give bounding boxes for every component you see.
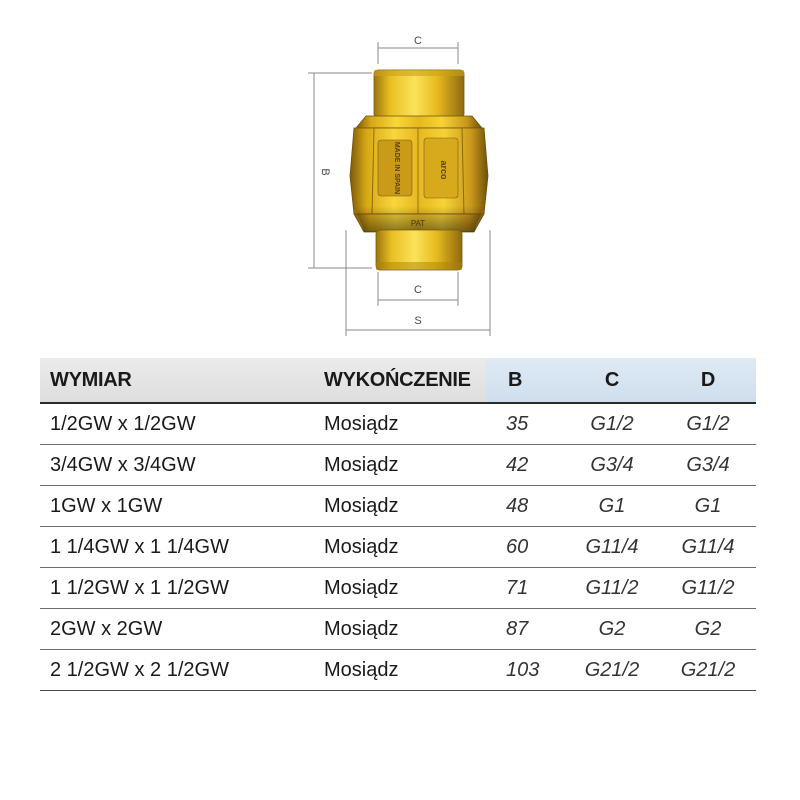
dimension-b-side-label: B (319, 168, 331, 176)
dimension-c-bottom-label: C (414, 284, 422, 296)
cell-d: G1 (660, 486, 756, 527)
arco-brand-marking: arco (439, 160, 449, 180)
cell-wymiar: 1 1/2GW x 1 1/2GW (40, 568, 320, 609)
dimension-s-bottom-label: S (414, 315, 422, 327)
cell-wykonczenie: Mosiądz (320, 650, 486, 691)
table-row (40, 650, 756, 691)
cell-wymiar: 2GW x 2GW (40, 609, 320, 650)
cell-c: G11/4 (564, 527, 660, 568)
cell-d: G2 (660, 609, 756, 650)
cell-wymiar: 1GW x 1GW (40, 486, 320, 527)
table-row (40, 445, 756, 486)
valve-body (350, 70, 488, 270)
table-row (40, 527, 756, 568)
cell-d: G3/4 (660, 445, 756, 486)
header-c: C (564, 358, 660, 403)
cell-wymiar: 1 1/4GW x 1 1/4GW (40, 527, 320, 568)
table-row (40, 609, 756, 650)
cell-wykonczenie: Mosiądz (320, 568, 486, 609)
cell-wymiar: 2 1/2GW x 2 1/2GW (40, 650, 320, 691)
cell-d: G11/4 (660, 527, 756, 568)
cell-c: G1/2 (564, 403, 660, 445)
valve-technical-drawing (290, 28, 530, 340)
header-wykonczenie: WYKOŃCZENIE (320, 358, 486, 403)
cell-c: G2 (564, 609, 660, 650)
table-row (40, 568, 756, 609)
table-row (40, 403, 756, 445)
cell-wykonczenie: Mosiądz (320, 527, 486, 568)
cell-b: 48 (486, 486, 564, 527)
cell-b: 35 (486, 403, 564, 445)
cell-d: G11/2 (660, 568, 756, 609)
cell-c: G1 (564, 486, 660, 527)
cell-wykonczenie: Mosiądz (320, 486, 486, 527)
cell-b: 103 (486, 650, 564, 691)
dimension-c-top-label: C (414, 35, 422, 47)
cell-d: G21/2 (660, 650, 756, 691)
cell-b: 42 (486, 445, 564, 486)
pat-marking: PAT (410, 219, 426, 228)
cell-c: G3/4 (564, 445, 660, 486)
cell-wymiar: 1/2GW x 1/2GW (40, 403, 320, 445)
cell-c: G11/2 (564, 568, 660, 609)
cell-d: G1/2 (660, 403, 756, 445)
made-in-spain-marking: MADE IN SPAIN (393, 141, 400, 195)
cell-wykonczenie: Mosiądz (320, 445, 486, 486)
spec-table (40, 358, 756, 691)
cell-wykonczenie: Mosiądz (320, 403, 486, 445)
table-header-row (40, 358, 756, 403)
table-row (40, 486, 756, 527)
cell-wymiar: 3/4GW x 3/4GW (40, 445, 320, 486)
cell-c: G21/2 (564, 650, 660, 691)
header-d: D (660, 358, 756, 403)
header-wymiar: WYMIAR (40, 358, 320, 403)
cell-b: 87 (486, 609, 564, 650)
cell-b: 60 (486, 527, 564, 568)
header-b: B (486, 358, 564, 403)
cell-b: 71 (486, 568, 564, 609)
cell-wykonczenie: Mosiądz (320, 609, 486, 650)
